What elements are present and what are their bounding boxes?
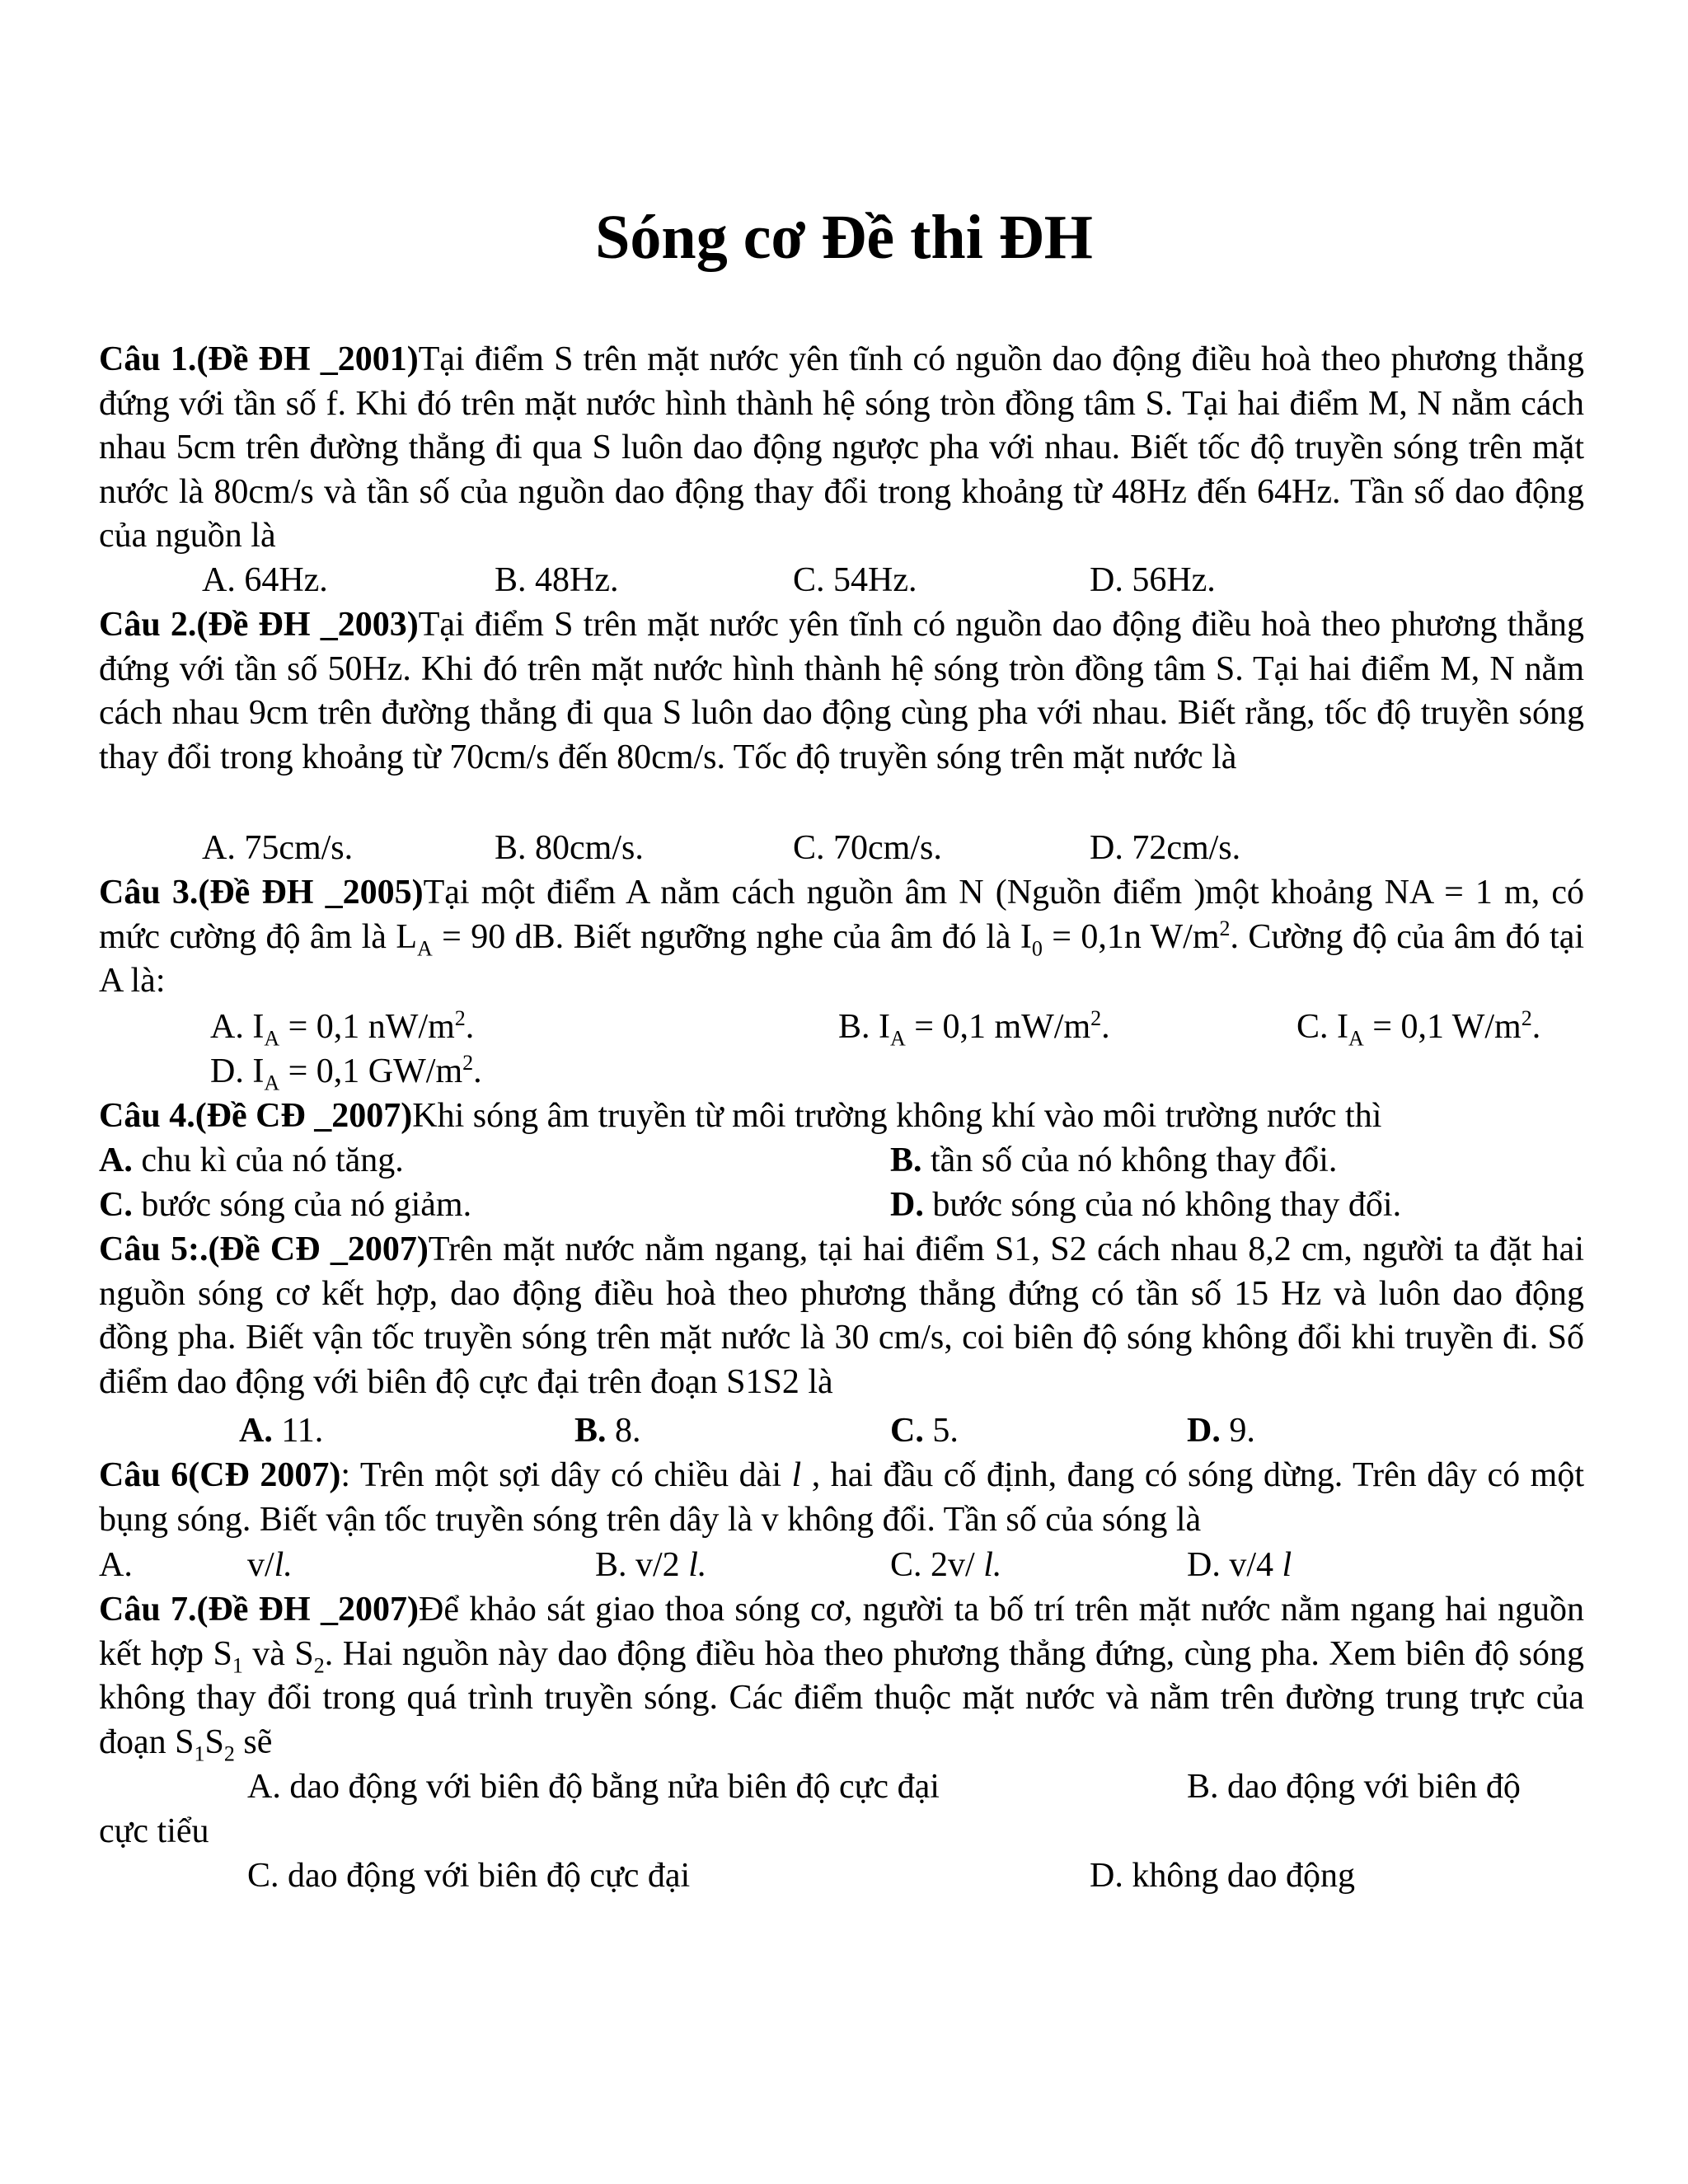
q2-option-a: A. 75cm/s. [202,829,354,867]
question-2-text: Tại điểm S trên mặt nước yên tĩnh có nguồn dao động điều hoà theo phương thẳng đứng với tần số 50Hz. Khi đó trên mặt nước hình thành hệ sóng tròn đồng tâm S. Tại hai điểm M, N nằm cách nhau 9cm trên đường thẳng đi qua S luôn dao động cùng pha với nhau. Biết rằng, tốc độ truyền sóng thay đổi trong khoảng từ 70cm/s đến 80cm/s. Tốc độ truyền sóng trên mặt nước là [99,606,1584,776]
q4-option-d: D. bước sóng của nó không thay đổi. [890,1186,1402,1224]
question-7-text: Để khảo sát giao thoa sóng cơ, người ta bố trí trên mặt nước nằm ngang hai nguồn kết hợp S [99,1591,1584,1673]
question-4 [99,1094,1584,1139]
question-7-text: và S [242,1634,314,1673]
q5-option-c: C. 5. [890,1412,959,1450]
question-7-text: . Hai nguồn này dao động điều hòa theo phương thẳng đứng, cùng pha. Xem biên độ sóng không thay đổi trong quá trình truyền sóng. Các điểm thuộc mặt nước và nằm trên đường trung trực của đoạn S [99,1634,1584,1761]
q7-option-b: B. dao động với biên độ [1187,1768,1521,1806]
question-4-text: Khi sóng âm truyền từ môi trường không khí vào môi trường nước thì [412,1097,1382,1135]
q5-option-d: D. 9. [1187,1412,1255,1450]
q6-option-a-letter: A. [99,1546,133,1584]
q7-option-b-continued: cực tiểu [99,1812,209,1850]
subscript: 0 [1031,935,1043,960]
q5-option-b: B. 8. [574,1412,641,1450]
q1-option-d: D. 56Hz. [1090,561,1216,599]
q7-option-d: D. không dao động [1090,1857,1355,1895]
q4-option-b: B. tần số của nó không thay đổi. [890,1141,1338,1179]
q2-option-b: B. 80cm/s. [495,829,644,867]
question-6-text: : Trên một sợi dây có chiều dài [340,1456,792,1494]
question-3-head: Câu 3.(Đề ĐH _2005) [99,874,424,912]
q1-option-a: A. 64Hz. [202,561,328,599]
question-3 [99,871,1584,1004]
question-5 [99,1228,1584,1404]
q1-option-b: B. 48Hz. [495,561,619,599]
subscript: 1 [194,1741,205,1765]
question-7-head: Câu 7.(Đề ĐH _2007) [99,1591,420,1629]
q7-option-a: A. dao động với biên độ bằng nửa biên độ cực đại [247,1768,940,1806]
question-5-text: Trên mặt nước nằm ngang, tại hai điểm S1, S2 cách nhau 8,2 cm, người ta đặt hai nguồn sóng cơ kết hợp, dao động điều hoà theo phương thẳng đứng có tần số 15 Hz và luôn dao động đồng pha. Biết vận tốc truyền sóng trên mặt nước là 30 cm/s, coi biên độ sóng không đổi khi truyền đi. Số điểm dao động với biên độ cực đại trên đoạn S1S2 là [99,1230,1584,1401]
q2-option-c: C. 70cm/s. [793,829,942,867]
subscript: 2 [223,1741,235,1765]
q6-option-c: C. 2v/ l. [890,1546,1002,1584]
question-7-text: S [204,1722,224,1761]
variable-l: l [791,1456,802,1494]
question-1-head: Câu 1.(Đề ĐH _2001) [99,340,419,378]
subscript: A [416,935,433,960]
question-4-head: Câu 4.(Đề CĐ _2007) [99,1097,413,1135]
q6-option-a: v/l. [247,1546,293,1584]
q6-option-b: B. v/2 l. [595,1546,707,1584]
q6-option-d: D. v/4 l [1187,1546,1292,1584]
q3-option-a: A. $I_A = 0,1$ $nW/m^2$. [210,1006,475,1051]
question-6 [99,1454,1584,1542]
question-7-text: sẽ [234,1722,273,1761]
question-3-text: = 0,1n W/m [1042,917,1220,956]
question-3-text: . Cường độ của âm đó tại A là: [99,917,1585,1000]
q1-option-c: C. 54Hz. [793,561,917,599]
q2-option-d: D. 72cm/s. [1090,829,1241,867]
question-5-head: Câu 5:.(Đề CĐ _2007) [99,1230,429,1268]
question-6-head: Câu 6(CĐ 2007) [99,1456,341,1494]
question-3-text: Tại một điểm A nằm cách nguồn âm N (Nguồn điểm )một khoảng NA = 1 m, có mức cường độ âm là L [99,874,1584,956]
question-2-head: Câu 2.(Đề ĐH _2003) [99,606,419,644]
q7-option-c: C. dao động với biên độ cực đại [247,1857,691,1895]
q5-option-a: A. 11. [239,1412,324,1450]
subscript: 2 [313,1652,325,1677]
question-2 [99,603,1584,780]
q4-option-c: C. bước sóng của nó giảm. [99,1186,472,1224]
question-6-text: , hai đầu cố định, đang có sóng dừng. Trên dây có một bụng sóng. Biết vận tốc truyền sóng trên dây là v không đổi. Tần số của sóng là [99,1456,1585,1539]
superscript: 2 [1219,916,1231,940]
subscript: 1 [232,1652,243,1677]
q3-option-b: B. $I_A = 0,1$ $mW/m^2$. [838,1006,1110,1051]
question-3-text: = 90 dB. Biết ngưỡng nghe của âm đó là I [432,917,1032,956]
q4-option-a: A. chu kì của nó tăng. [99,1141,404,1179]
q3-option-c: C. $I_A = 0,1$ $W/m^2$. [1296,1006,1541,1051]
q3-option-d: D. $I_A = 0,1$ $GW/m^2$. [210,1051,482,1095]
question-1 [99,338,1584,559]
question-1-text: Tại điểm S trên mặt nước yên tĩnh có nguồn dao động điều hoà theo phương thẳng đứng với tần số f. Khi đó trên mặt nước hình thành hệ sóng tròn đồng tâm S. Tại hai điểm M, N nằm cách nhau 5cm trên đường thẳng đi qua S luôn dao động ngược pha với nhau. Biết tốc độ truyền sóng trên mặt nước là 80cm/s và tần số của nguồn dao động thay đổi trong khoảng từ 48Hz đến 64Hz. Tần số dao động của nguồn là [99,340,1584,555]
question-7 [99,1588,1584,1765]
page-title: Sóng cơ Đề thi ĐH [595,203,1093,272]
